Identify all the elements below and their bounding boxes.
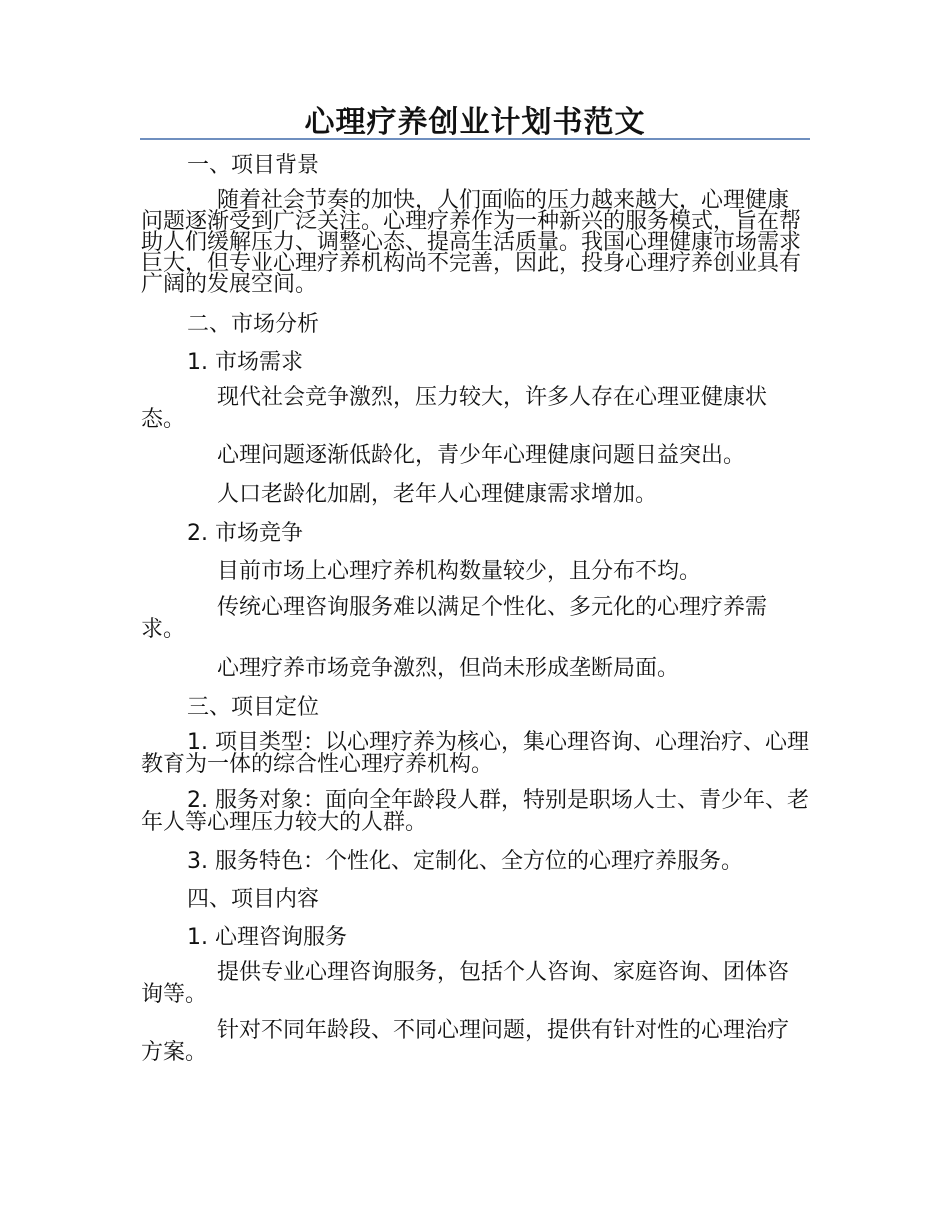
market-competition-item: 目前市场上心理疗养机构数量较少，且分布不均。 [217, 559, 702, 584]
section-heading-positioning: 三、项目定位 [187, 695, 320, 720]
positioning-item-features: 3. 服务特色：个性化、定制化、全方位的心理疗养服务。 [187, 849, 743, 874]
market-demand-item: 现代社会竞争激烈，压力较大，许多人存在心理亚健康状态。 [141, 385, 768, 432]
background-paragraph: 随着社会节奏的加快，人们面临的压力越来越大，心理健康问题逐渐受到广泛关注。心理疗养作为一种新兴的服务模式，旨在帮助人们缓解压力、调整心态、提高生活质量。我国心理健康市场需求巨大，但专业心理疗养机构尚不完善，因此，投身心理疗养创业具有广阔的发展空间。 [141, 188, 802, 297]
title-underline [140, 138, 810, 140]
market-demand-item: 人口老龄化加剧，老年人心理健康需求增加。 [217, 482, 658, 507]
market-competition-item: 心理疗养市场竞争激烈，但尚未形成垄断局面。 [217, 656, 680, 681]
section-heading-background: 一、项目背景 [187, 153, 320, 178]
section-heading-content: 四、项目内容 [187, 887, 320, 912]
subheading-counseling-service: 1. 心理咨询服务 [187, 925, 347, 950]
subheading-market-demand: 1. 市场需求 [187, 350, 303, 375]
counseling-service-item: 针对不同年龄段、不同心理问题，提供有针对性的心理治疗方案。 [141, 1018, 790, 1065]
document-title: 心理疗养创业计划书范文 [304, 105, 646, 140]
section-heading-market-analysis: 二、市场分析 [187, 312, 320, 337]
market-demand-item: 心理问题逐渐低龄化，青少年心理健康问题日益突出。 [217, 443, 746, 468]
counseling-service-item: 提供专业心理咨询服务，包括个人咨询、家庭咨询、团体咨询等。 [141, 960, 790, 1007]
document-body [141, 152, 809, 1078]
positioning-item-audience: 2. 服务对象：面向全年龄段人群，特别是职场人士、青少年、老年人等心理压力较大的人群。 [141, 788, 809, 835]
subheading-market-competition: 2. 市场竞争 [187, 521, 303, 546]
market-competition-item: 传统心理咨询服务难以满足个性化、多元化的心理疗养需求。 [141, 595, 768, 642]
positioning-item-type: 1. 项目类型：以心理疗养为核心，集心理咨询、心理治疗、心理教育为一体的综合性心理疗养机构。 [141, 730, 809, 777]
